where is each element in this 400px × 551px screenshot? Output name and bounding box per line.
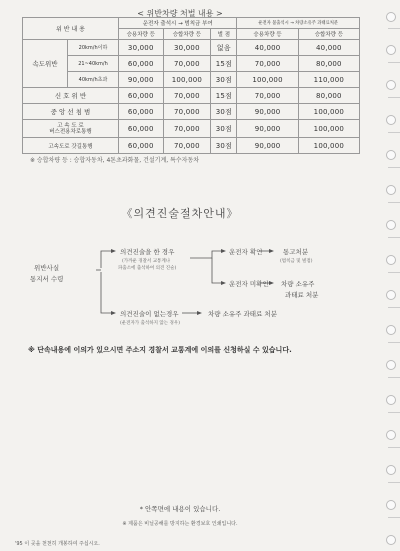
branch-line-down [101,272,112,313]
cell: 60,000 [119,56,164,72]
cell: 70,000 [163,138,211,154]
cell: 90,000 [237,120,298,138]
cell: 15점 [211,88,237,104]
cell: 70,000 [237,88,298,104]
flow-owner-fine-2: 과태료 처분 [285,291,319,299]
arrow-head [197,311,202,315]
cell: 90,000 [237,104,298,120]
cell: 15점 [211,56,237,72]
open-footnote: '95 이 곳을 천천히 개봉하여 주십시오. [15,541,100,547]
header-owner: 운전자 불출석시 → 차량소유주 과태료처분 [237,18,360,29]
cell: 70,000 [237,56,298,72]
cell: 100,000 [298,120,359,138]
cell: 60,000 [119,120,164,138]
cell: 40,000 [298,40,359,56]
cell: 30점 [211,104,237,120]
flow-no-sub: (운전자가 출석하지 않는 경우) [120,321,180,326]
cell: 30점 [211,120,237,138]
header-violation: 위 반 내 용 [23,18,119,40]
sub-header: 승합차량 등 [163,29,211,40]
arrow-head [221,281,226,285]
cell: 100,000 [163,72,211,88]
branch-confirm-line [190,251,222,258]
cell: 30점 [211,138,237,154]
cell: 90,000 [119,72,164,88]
cell: 없음 [211,40,237,56]
arrow-head [269,249,274,253]
speed-range: 21~40km/h [68,56,119,72]
speed-label: 속도위반 [23,40,68,88]
flow-notice: 통고처분 [283,248,309,256]
flow-start-1: 위반사실 [34,264,60,272]
cell: 30,000 [163,40,211,56]
violation-label: 신 호 위 반 [23,88,119,104]
recycle-note: ※ 제품은 비닐공해를 방지하는 환경보호 인쇄입니다. [122,521,238,527]
cell: 110,000 [298,72,359,88]
cell: 80,000 [298,88,359,104]
vehicle-note: ※ 승합차량 등 : 승합자동차, 4톤초과화물, 건설기계, 특수자동차 [30,157,200,164]
cell: 100,000 [298,138,359,154]
flow-yes-sub-2: 파출소에 출석하여 의견 진술) [118,266,177,271]
speed-range: 40km/h초과 [68,72,119,88]
cell: 60,000 [119,104,164,120]
branch-line-up [101,251,112,268]
arrow-head [111,311,116,315]
flow-yes: 의견진술을 한 경우 [120,248,175,256]
cell: 80,000 [298,56,359,72]
cell: 70,000 [163,56,211,72]
flow-notice-sub: (범칙금 및 벌점) [280,259,313,264]
cell: 40,000 [237,40,298,56]
sub-header: 승용차량 등 [119,29,164,40]
flow-owner-fine-1: 차량 소유주 [281,280,315,288]
branch-unconfirm-line [212,258,222,283]
speed-range: 20km/h이하 [68,40,119,56]
procedure-title: 《의견진술절차안내》 [121,207,239,220]
cell: 70,000 [163,88,211,104]
cell: 70,000 [163,104,211,120]
cell: 30,000 [119,40,164,56]
arrow-head [111,249,116,253]
inside-note: * 안쪽면에 내용이 있습니다. [139,505,221,513]
flow-confirmed: 운전자 확인 [229,248,263,256]
arrow-head [269,281,274,285]
cell: 60,000 [119,138,164,154]
cell: 30점 [211,72,237,88]
sub-header: 벌 점 [211,29,237,40]
header-driver: 운전자 출석시 → 범칙금 부여 [119,18,237,29]
page-title: < 위반차량 처벌 내용 > [137,9,223,18]
sub-header: 승용차량 등 [237,29,298,40]
violation-label: 중 앙 선 침 범 [23,104,119,120]
violation-label: 고 속 도 로 버스전용차로통행 [23,120,119,138]
cell: 60,000 [119,88,164,104]
appeal-warning: ※ 단속내용에 이의가 있으시면 주소지 경찰서 교통계에 이의를 신청하실 수 있습니다. [28,346,292,354]
violation-label: 고속도로 갓길통행 [23,138,119,154]
flow-start-2: 통지서 수령 [30,275,64,283]
arrow-head [221,249,226,253]
sub-header: 승합차량 등 [298,29,359,40]
cell: 90,000 [237,138,298,154]
flow-yes-sub-1: (가까운 경찰서 교통계나 [122,259,171,264]
cell: 100,000 [237,72,298,88]
flow-unconfirmed: 운전자 미확인 [229,280,269,288]
flow-no: 의견진술이 없는경우 [120,310,179,318]
cell: 100,000 [298,104,359,120]
cell: 70,000 [163,120,211,138]
flow-owner-fine: 차량 소유주 과태료 처분 [208,310,277,318]
